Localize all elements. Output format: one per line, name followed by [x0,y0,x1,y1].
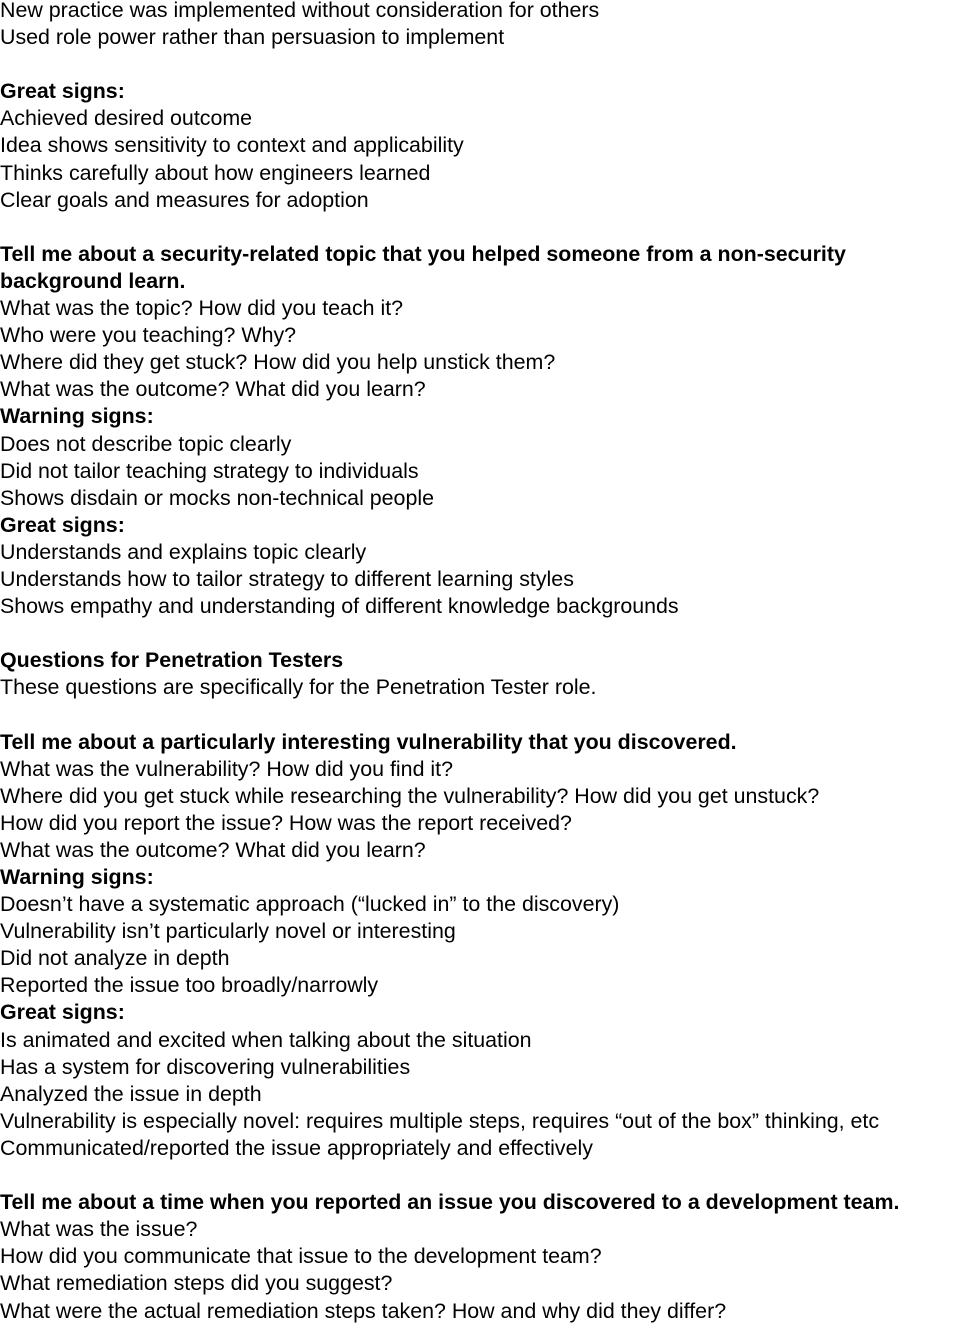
text-line: What were the actual remediation steps taken? How and why did they differ? [0,1298,727,1323]
text-line: Does not describe topic clearly [0,431,292,456]
question-heading: Questions for Penetration Testers [0,648,344,673]
text-line: How did you communicate that issue to the development team? [0,1244,602,1269]
blank-line [0,620,962,647]
question-heading: Tell me about a security-related topic that you helped someone from a non-security background learn. [0,241,846,293]
text-line: Did not analyze in depth [0,946,230,971]
question-heading: Tell me about a particularly interesting vulnerability that you discovered. [0,729,737,754]
text-line: Shows disdain or mocks non-technical people [0,485,434,510]
text-line: New practice was implemented without consideration for others [0,0,600,22]
text-line: Communicated/reported the issue appropriately and effectively [0,1135,593,1160]
text-line: Understands how to tailor strategy to different learning styles [0,566,574,591]
text-line: Is animated and excited when talking about the situation [0,1027,532,1052]
text-line: Doesn’t have a systematic approach (“lucked in” to the discovery) [0,892,620,917]
text-line: What was the outcome? What did you learn? [0,837,426,862]
text-line: These questions are specifically for the Penetration Tester role. [0,675,597,700]
text-line: Used role power rather than persuasion to implement [0,25,505,50]
blank-line [0,701,962,728]
text-line: Thinks carefully about how engineers learned [0,160,431,185]
text-line: Has a system for discovering vulnerabilities [0,1054,411,1079]
text-line: What was the issue? [0,1217,198,1242]
blank-line [0,1162,962,1189]
text-line: What was the vulnerability? How did you find it? [0,756,453,781]
text-line: Did not tailor teaching strategy to individuals [0,458,419,483]
text-line: What remediation steps did you suggest? [0,1271,393,1296]
text-line: Reported the issue too broadly/narrowly [0,973,379,998]
text-line: Where did you get stuck while researching the vulnerability? How did you get unstuck? [0,783,820,808]
text-line: What was the outcome? What did you learn? [0,377,426,402]
signs-heading: Great signs: [0,512,125,537]
text-line: Understands and explains topic clearly [0,539,367,564]
blank-line [0,51,962,78]
blank-line [0,214,962,241]
text-line: Achieved desired outcome [0,106,253,131]
signs-heading: Great signs: [0,1000,125,1025]
signs-heading: Great signs: [0,79,125,104]
text-line: Idea shows sensitivity to context and applicability [0,133,464,158]
text-line: Shows empathy and understanding of different knowledge backgrounds [0,594,679,619]
text-line: What was the topic? How did you teach it? [0,296,404,321]
text-line: Clear goals and measures for adoption [0,187,369,212]
signs-heading: Warning signs: [0,865,154,889]
text-line: Vulnerability isn’t particularly novel or interesting [0,919,456,944]
text-line: Vulnerability is especially novel: requires multiple steps, requires “out of the box” thinking, etc [0,1108,880,1133]
text-line: Analyzed the issue in depth [0,1081,262,1106]
signs-heading: Warning signs: [0,404,154,429]
text-line: Where did they get stuck? How did you help unstick them? [0,350,556,375]
text-line: Who were you teaching? Why? [0,323,297,348]
question-heading: Tell me about a time when you reported an issue you discovered to a development team. [0,1190,900,1215]
text-line: How did you report the issue? How was the report received? [0,810,572,835]
